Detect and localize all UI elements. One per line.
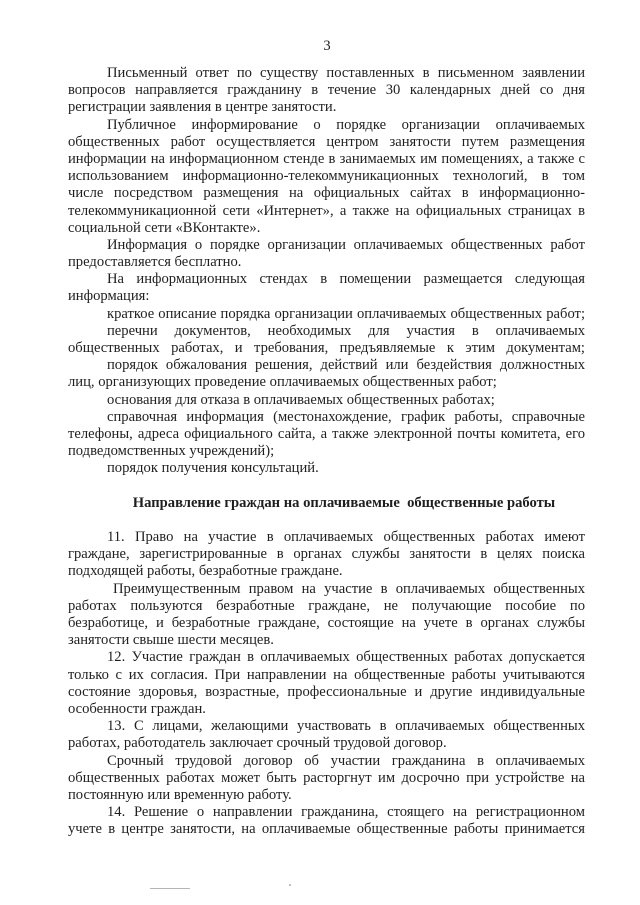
text-line: перечни документов, необходимых для участия в оплачиваемых [107,322,585,339]
text-line: Информация о порядке организации оплачиваемых общественных работ [107,236,585,253]
paragraph [68,65,585,117]
section-heading: Направление граждан на оплачиваемые общественные работы [132,494,556,511]
text-line: основания для отказа в оплачиваемых общественных работах; [107,391,495,408]
blank-line [68,478,585,495]
text-line: порядок получения консультаций. [107,460,319,477]
paragraph [68,271,585,305]
text-line: Публичное информирование о порядке организации оплачиваемых [107,116,585,133]
paragraph [68,237,585,271]
text-line: информация: [68,288,150,305]
text-line: состояние здоровья, возрастные, профессиональные и другие индивидуальные [68,683,585,700]
paragraph [68,804,585,838]
text-line: подходящей работы, безработные граждане. [68,563,343,580]
text-line: 14. Решение о направлении гражданина, стоящего на регистрационном [107,804,585,821]
text-line: предоставляется бесплатно. [68,254,242,271]
text-line: общественных работах может быть расторгнут им досрочно при устройстве на [68,769,585,786]
text-line: информации на информационном стенде в занимаемых им помещениях, а также с [68,150,585,167]
text-line: общественных работ осуществляется центром занятости путем размещения [68,133,585,150]
paragraph [68,529,585,581]
text-line: порядок обжалования решения, действий или бездействия должностных [107,357,585,374]
blank-line [68,512,585,529]
document-body [68,65,585,838]
text-line: особенности граждан. [68,700,206,717]
text-line: регистрации заявления в центре занятости. [68,99,337,116]
text-line: постоянную или временную работу. [68,786,292,803]
text-line: Письменный ответ по существу поставленных в письменном заявлении [107,65,585,81]
text-line: телефоны, адреса официального сайта, а также электронной почты комитета, его [68,425,585,442]
list-item [68,409,585,461]
text-line: 12. Участие граждан в оплачиваемых общественных работах допускается [107,649,585,666]
list-item [68,392,585,409]
list-item [68,306,585,323]
list-item [68,460,585,477]
list-item [68,357,585,391]
paragraph [68,753,585,805]
text-line: вопросов направляется гражданину в течение 30 календарных дней со дня [68,82,585,99]
scan-mark-line [150,888,190,889]
text-line: краткое описание порядка организации оплачиваемых общественных работ; [107,305,585,322]
text-line: лиц, организующих проведение оплачиваемых общественных работ; [68,374,497,391]
text-line: Преимущественным правом на участие в оплачиваемых общественных [113,580,585,597]
text-line: занятости свыше шести месяцев. [68,632,274,649]
text-line: 11. Право на участие в оплачиваемых общественных работах имеют [107,529,585,546]
text-line: Срочный трудовой договор об участии гражданина в оплачиваемых [107,752,585,769]
list-item [68,323,585,357]
text-line: телекоммуникационной сети «Интернет», а также на официальных страницах в [68,202,585,219]
text-line: 13. С лицами, желающими участвовать в оплачиваемых общественных [107,718,585,735]
text-line: общественных работах, и требования, предъявляемые к этим документам; [68,340,585,356]
scan-mark-dot [289,884,291,886]
text-line: использованием информационно-телекоммуникационных технологий, в том [68,168,585,185]
text-line: только с их согласия. При направлении на общественные работы учитываются [68,666,585,683]
paragraph [68,718,585,752]
text-line: работах пользуются безработные граждане, не получающие пособие по [68,597,585,614]
paragraph [68,117,585,237]
text-line: работах, работодатель заключает срочный трудовой договор. [68,735,447,752]
text-line: учете в центре занятости, на оплачиваемые общественные работы принимается [68,821,585,838]
paragraph [68,581,585,650]
text-line: На информационных стендах в помещении размещается следующая [107,271,585,288]
text-line: справочная информация (местонахождение, график работы, справочные [107,408,585,425]
text-line: граждане, зарегистрированные в органах службы занятости в целях поиска [68,546,585,563]
page-number: 3 [323,38,331,54]
text-line: подведомственных учреждений); [68,443,275,460]
text-line: безработице, и безработные граждане, состоящие на учете в органах службы [68,615,585,631]
text-line: числе посредством размещения на официальных сайтах в информационно- [68,185,585,202]
text-line: социальной сети «ВКонтакте». [68,219,261,236]
paragraph [68,649,585,718]
